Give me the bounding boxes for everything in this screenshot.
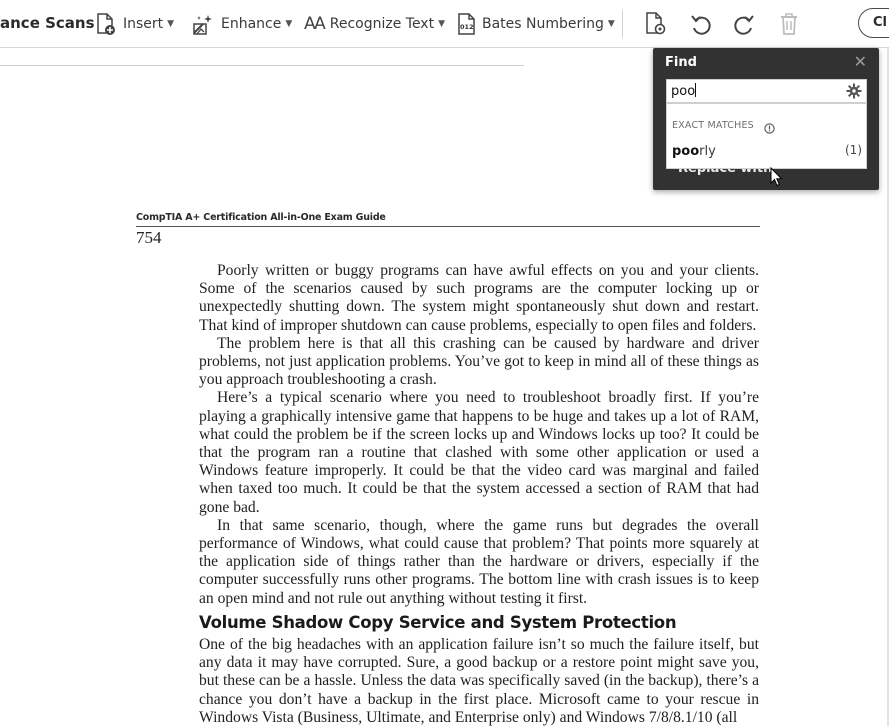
trash-icon[interactable]: [776, 11, 802, 37]
match-highlight: poo: [672, 144, 700, 159]
page-settings-icon[interactable]: [643, 11, 669, 37]
bates-numbering-menu-button[interactable]: [458, 11, 615, 37]
find-query: poo: [671, 84, 696, 99]
suggestion-item[interactable]: [672, 144, 716, 159]
bates-label: Bates Numbering: [482, 16, 604, 32]
paragraph: The problem here is that all this crashing can be caused by hardware and driver problems, not just application problems. You’ve got to keep in mind all of these things as you approach troubleshooting a crash.: [199, 334, 759, 389]
tool-title: ance Scans: [0, 14, 95, 32]
info-icon[interactable]: [764, 119, 775, 130]
previous-page-edge: [0, 65, 524, 66]
paragraph: Poorly written or buggy programs can have awful effects on you and your clients. Some of the scenarios caused by such programs are the computer locking up or unexpectedly shutting down. The system might spontaneously shut down and restart. That kind of improper shutdown can cause problems, especially to open files and folders.: [199, 262, 759, 334]
chevron-down-icon: ▼: [607, 19, 615, 29]
running-head: CompTIA A+ Certification All-in-One Exam Guide: [136, 212, 386, 223]
section-body-text: [199, 636, 759, 727]
page-number: 754: [136, 228, 162, 247]
recognize-text-icon: AA: [304, 14, 324, 34]
recognize-text-label: Recognize Text: [329, 16, 435, 32]
insert-menu-button[interactable]: [95, 11, 174, 37]
bates-icon: [458, 13, 476, 35]
paragraph: One of the big headaches with an application failure isn’t so much the failure itself, but any data it may have corrupted. Sure, a good backup or a restore point might save you, but these can be a hassle. Unless the data was specifically saved (in the backup), there’s a chance you don’t have a backup in the first place. Microsoft came to your rescue in Windows Vista (Business, Ultimate, and Enterprise only) and Windows 7/8/8.1/10 (all: [199, 636, 759, 726]
mouse-pointer-icon: [770, 167, 784, 187]
chevron-down-icon: ▼: [438, 19, 446, 29]
toolbar: [0, 0, 889, 48]
bates-icon-digits: 012: [460, 23, 474, 31]
toolbar-divider: [622, 10, 623, 38]
suggestions-header: EXACT MATCHES: [672, 120, 754, 131]
chevron-down-icon: ▼: [167, 19, 175, 29]
match-rest: rly: [699, 144, 716, 159]
close-icon[interactable]: ✕: [853, 52, 867, 71]
text-cursor: [695, 83, 696, 97]
search-suggestions: [666, 103, 867, 169]
running-head-rule: [136, 226, 760, 227]
enhance-label: Enhance: [221, 16, 282, 32]
find-title: Find: [665, 55, 697, 70]
section-heading: Volume Shadow Copy Service and System Protection: [199, 613, 677, 632]
match-count: (1): [845, 143, 862, 157]
paragraph: Here’s a typical scenario where you need to troubleshoot broadly first. If you’re playing a graphically intensive game that happens to be huge and takes up a lot of RAM, what could the problem be if the screen locks up and Windows locks up too? It could be that the program ran a routine that clashed with some other application or used a Windows feature improperly. It could be that the video card was marginal and failed when taxed too much. It could be that the system accessed a section of RAM that had gone bad.: [199, 389, 759, 516]
body-text: [199, 262, 759, 608]
insert-page-icon: [95, 12, 117, 36]
enhance-icon: [191, 12, 215, 36]
close-tool-button[interactable]: Cl: [858, 8, 889, 38]
find-search-input[interactable]: [666, 79, 867, 103]
chevron-down-icon: ▼: [285, 19, 293, 29]
undo-icon[interactable]: [688, 11, 714, 37]
redo-icon[interactable]: [731, 11, 757, 37]
insert-label: Insert: [123, 16, 164, 32]
gear-icon[interactable]: [846, 83, 862, 99]
enhance-menu-button[interactable]: [191, 11, 292, 37]
paragraph: In that same scenario, though, where the game runs but degrades the overall performance of Windows, what could cause that problem? That points more squarely at the application side of things rather than the hardware or drivers, especially if the computer successfully runs other programs. The bottom line with crash issues is to keep an open mind and not rule out anything without testing it first.: [199, 516, 759, 607]
recognize-text-menu-button[interactable]: [304, 11, 445, 37]
